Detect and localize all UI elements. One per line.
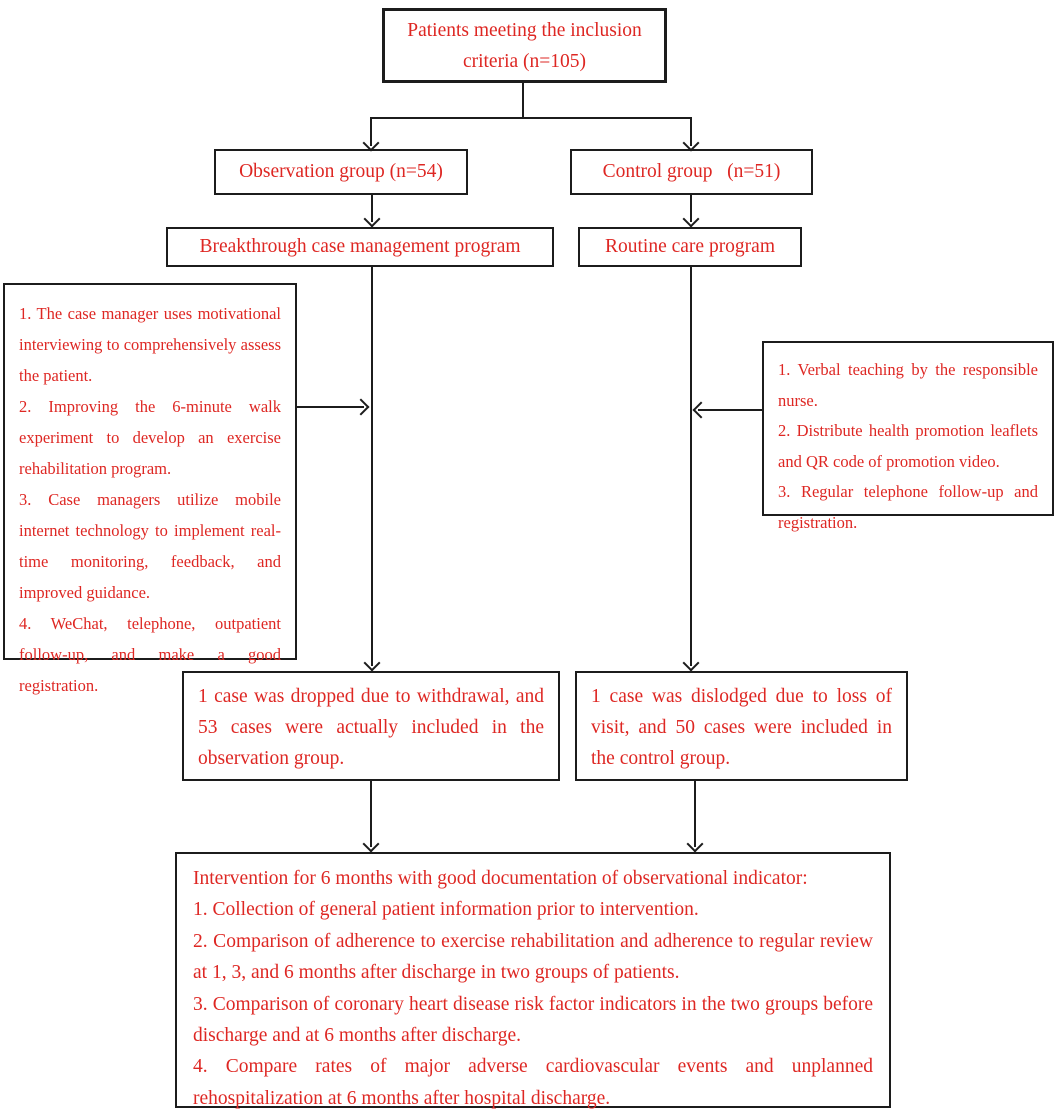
node-control-details <box>762 341 1054 532</box>
node-evaluation-plan <box>175 852 891 1108</box>
arrow-to-control-group <box>683 119 699 150</box>
observation-detail-item: 1. The case manager uses motivational interviewing to comprehensively assess the patient. <box>19 304 281 385</box>
arrowhead-down-icon <box>687 836 704 853</box>
observation-detail-item: 3. Case managers utilize mobile internet technology to implement real-time monitoring, feedback, and improved guidance. <box>19 490 281 602</box>
evaluation-intro: Intervention for 6 months with good documentation of observational indicator: <box>193 868 808 889</box>
observation-outcome-label: 1 case was dropped due to withdrawal, and 53 cases were actually included in the observation group. <box>198 686 544 769</box>
node-control-outcome <box>575 671 908 781</box>
arrow-control-to-routine <box>683 195 699 226</box>
arrow-breakthrough-to-observation-outcome <box>364 267 380 670</box>
node-observation-outcome <box>182 671 560 781</box>
observation-detail-item: 2. Improving the 6-minute walk experiment to develop an exercise rehabilitation program. <box>19 397 281 478</box>
arrowhead-down-icon <box>364 655 381 672</box>
arrow-to-observation-group <box>363 119 379 150</box>
arrowhead-down-icon <box>683 135 700 152</box>
arrowhead-down-icon <box>683 211 700 228</box>
observation-group-label: Observation group (n=54) <box>239 161 443 182</box>
control-outcome-label: 1 case was dislodged due to loss of visit, and 50 cases were included in the control group. <box>591 686 892 769</box>
arrowhead-right-icon <box>353 399 370 416</box>
control-detail-item: 2. Distribute health promotion leaflets and QR code of promotion video. <box>778 421 1038 471</box>
connector-inclusion-stem <box>522 83 524 119</box>
evaluation-item: 2. Comparison of adherence to exercise rehabilitation and adherence to regular review at 1, 3, and 6 months after discharge in two groups of patients. <box>193 930 873 984</box>
control-group-label: Control group (n=51) <box>602 161 781 182</box>
routine-program-label: Routine care program <box>604 236 775 257</box>
arrowhead-down-icon <box>683 655 700 672</box>
arrow-control-details-to-stem <box>694 402 762 418</box>
node-routine-program <box>578 227 802 267</box>
control-detail-item: 1. Verbal teaching by the responsible nurse. <box>778 360 1038 410</box>
arrowhead-down-icon <box>363 135 380 152</box>
arrowhead-left-icon <box>693 402 710 419</box>
node-observation-details <box>3 283 297 695</box>
arrow-line <box>690 267 692 666</box>
node-control-group <box>570 149 813 195</box>
evaluation-item: 1. Collection of general patient information prior to intervention. <box>193 899 699 921</box>
breakthrough-program-label: Breakthrough case management program <box>199 236 521 257</box>
arrow-control-outcome-to-evaluation <box>687 781 703 851</box>
node-breakthrough-program <box>166 227 554 267</box>
observation-detail-item: 4. WeChat, telephone, outpatient follow-up, and make a good registration. <box>19 614 281 695</box>
control-detail-item: 3. Regular telephone follow-up and registration. <box>778 482 1038 532</box>
arrowhead-down-icon <box>363 836 380 853</box>
evaluation-item: 3. Comparison of coronary heart disease risk factor indicators in the two groups before discharge and at 6 months after discharge. <box>193 993 873 1047</box>
node-observation-group <box>214 149 468 195</box>
arrow-observation-outcome-to-evaluation <box>363 781 379 851</box>
arrowhead-down-icon <box>364 211 381 228</box>
evaluation-item: 4. Compare rates of major adverse cardiovascular events and unplanned rehospitalization at 6 months after hospital discharge. <box>193 1056 873 1109</box>
arrow-routine-to-control-outcome <box>683 267 699 670</box>
arrow-line <box>371 267 373 666</box>
arrow-observation-details-to-stem <box>297 399 368 415</box>
arrow-observation-to-breakthrough <box>364 195 380 226</box>
inclusion-criteria-label: Patients meeting the inclusion criteria (n=105) <box>407 19 642 72</box>
node-inclusion-criteria <box>382 8 667 83</box>
connector-split-bar <box>370 117 692 119</box>
